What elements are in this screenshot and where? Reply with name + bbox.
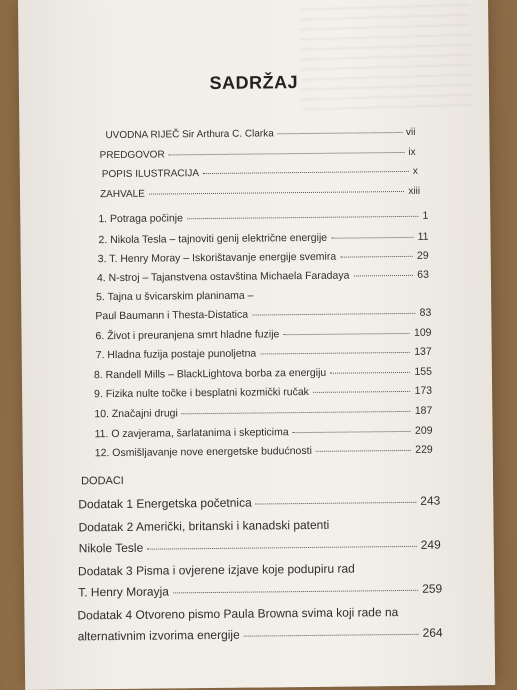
chapter-entry: Paul Baumann i Thesta-Distatica 83 (95, 306, 432, 323)
front-matter-entry: UVODNA RIJEČ Sir Arthura C. Clarka vii (105, 126, 416, 142)
chapter-entry: 10. Značajni drugi 187 (94, 404, 433, 421)
chapter-entry: 8. Randell Mills – BlackLightova borba za energiju 155 (93, 365, 432, 382)
appendix-entry-line1: Dodatak 3 Pisma i ovjerene izjave koje podupiru rad (77, 561, 355, 579)
front-matter-entry: PREDGOVOR ix (99, 146, 416, 162)
chapter-entry: 4. N-stroj – Tajanstvena ostavština Michaela Faradaya 63 (96, 268, 429, 285)
appendix-entry: Dodatak 1 Energetska početnica 243 (78, 493, 441, 512)
chapter-entry: 11. O zavjerama, šarlatanima i skepticima 209 (94, 424, 433, 441)
chapter-entry: 9. Fizika nulte točke i besplatni kozmički ručak 173 (94, 384, 433, 401)
front-matter-entry: ZAHVALE xiii (99, 185, 421, 201)
chapter-entry: 6. Život i preuranjena smrt hladne fuzije 109 (95, 326, 432, 343)
front-matter-entry: POPIS ILUSTRACIJA x (101, 165, 418, 181)
chapter-entry: 2. Nikola Tesla – tajnoviti genij električne energije 11 (98, 230, 429, 247)
chapter-entry: 12. Osmišljavanje nove energetske budućnosti 229 (94, 443, 433, 460)
appendices-heading: DODACI (80, 474, 124, 488)
appendix-entry: alternativnim izvorima energije 264 (77, 625, 443, 644)
chapter-entry: 1. Potraga počinje 1 (98, 209, 429, 226)
appendix-entry-line1: Dodatak 4 Otvoreno pismo Paula Browna svima koji rade na (77, 605, 399, 623)
chapter-entry: 3. T. Henry Moray – Iskorištavanje energije svemira 29 (97, 249, 429, 266)
appendix-entry: T. Henry Morayja 259 (78, 581, 443, 600)
page-title: SADRŽAJ (209, 72, 299, 93)
chapter-entry-line1: 5. Tajna u švicarskim planinama – (96, 289, 254, 304)
appendix-entry: Nikole Tesle 249 (78, 537, 441, 556)
appendix-entry-line1: Dodatak 2 Američki, britanski i kanadski patenti (78, 517, 330, 535)
bleed-through-text (299, 4, 472, 119)
chapter-entry: 7. Hladna fuzija postaje punoljetna 137 (95, 345, 432, 362)
book-page (18, 0, 495, 690)
